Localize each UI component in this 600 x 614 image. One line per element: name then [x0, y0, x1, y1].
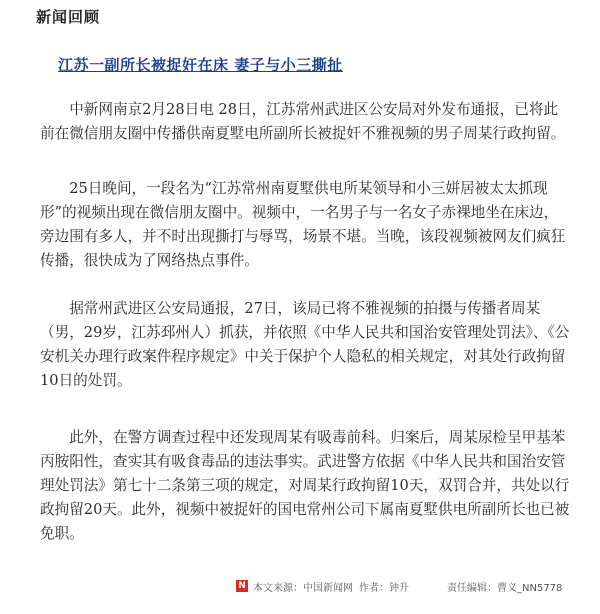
author-label: 作者：	[359, 582, 389, 594]
headline-link[interactable]: 江苏一副所长被捉奸在床 妻子与小三撕扯	[58, 56, 343, 74]
paragraph-4: 此外，在警方调查过程中还发现周某有吸毒前科。归案后，周某尿检呈甲基苯丙胺阳性，查实其有吸食毒品的违法事实。武进警方依据《中华人民共和国治安管理处罚法》第七十二条第三项的规定，对周某行政拘留10天，双罚合并，共处以行政拘留20天。此外，视频中被捉奸的国电常州公司下属南夏墅供电所副所长也已被免职。	[40, 429, 570, 542]
paragraph-1: 中新网南京2月28日电 28日，江苏常州武进区公安局对外发布通报，已将此前在微信朋友圈中传播供南夏墅电所副所长被捉奸不雅视频的男子周某行政拘留。	[40, 101, 566, 142]
article-footer	[236, 577, 586, 595]
paragraph-2: 25日晚间，一段名为“江苏常州南夏墅供电所某领导和小三姘居被太太抓现形”的视频出现在微信朋友圈中。视频中，一名男子与一名女子赤裸地坐在床边，旁边围有多人，并不时出现撕打与辱骂，场景不堪。当晚，该段视频被网友们疯狂传播，很快成为了网络热点事件。	[40, 180, 566, 269]
editor-label: 责任编辑：	[447, 582, 497, 594]
source-label: 本文来源：	[253, 582, 303, 594]
editor-name: 曹义_NN5778	[497, 582, 563, 594]
author-name: 钟升	[389, 582, 409, 594]
source-logo-icon: N	[236, 580, 248, 592]
section-title: 新闻回顾	[36, 8, 101, 26]
source-name: 中国新闻网	[303, 582, 353, 594]
paragraph-3: 据常州武进区公安局通报，27日，该局已将不雅视频的拍摄与传播者周某（男，29岁，江苏邳州人）抓获，并依照《中华人民共和国治安管理处罚法》、《公安机关办理行政案件程序规定》中关于保护个人隐私的相关规定，对其处行政拘留10日的处罚。	[40, 300, 570, 389]
